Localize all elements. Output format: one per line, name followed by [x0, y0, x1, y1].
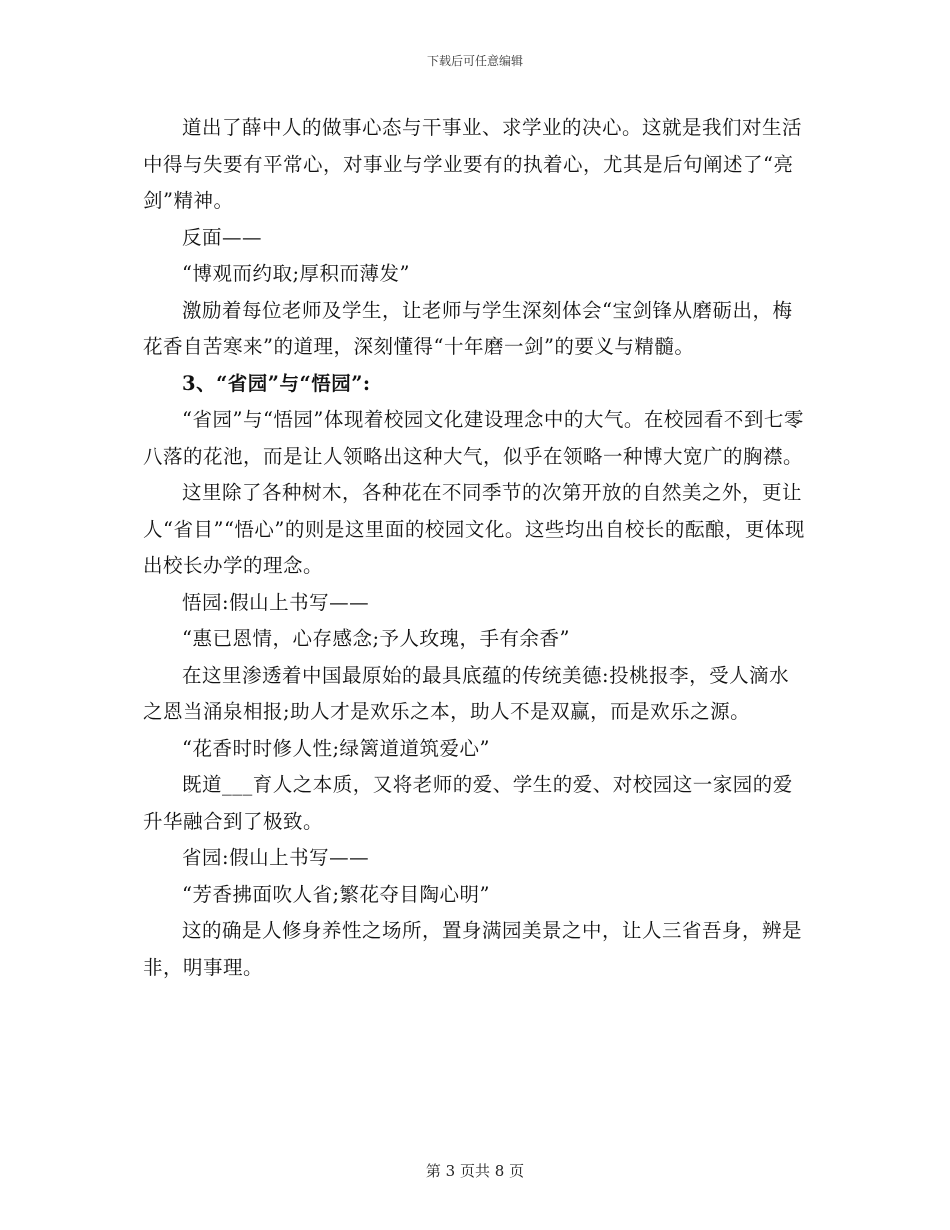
paragraph-7: 这里除了各种树木，各种花在不同季节的次第开放的自然美之外，更让人“省目”“悟心”的则是这里面的校园文化。这些均出自校长的酝酿，更体现出校长办学的理念。 [143, 481, 805, 577]
page-footer: 第 3 页共 8 页 [425, 1162, 525, 1180]
paragraph-6: “省园”与“悟园”体现着校园文化建设理念中的大气。在校园看不到七零八落的花池，而是让人领略出这种大气，似乎在领略一种博大宽广的胸襟。 [143, 408, 804, 468]
paragraph-9: “惠已恩情，心存感念;予人玫瑰，手有余香” [182, 627, 571, 650]
paragraph-10: 在这里渗透着中国最原始的最具底蕴的传统美德:投桃报李，受人滴水之恩当涌泉相报;助人才是欢乐之本，助人不是双赢，而是欢乐之源。 [143, 663, 790, 723]
paragraph-13: 省园:假山上书写—— [182, 846, 370, 869]
paragraph-14: “芳香拂面吹人省;繁花夺目陶心明” [182, 882, 491, 906]
paragraph-4: 激励着每位老师及学生，让老师与学生深刻体会“宝剑锋从磨砺出，梅花香自苦寒来”的道理，深刻懂得“十年磨一剑”的要义与精髓。 [143, 298, 793, 358]
paragraph-12: 既道___育人之本质，又将老师的爱、学生的爱、对校园这一家园的爱升华融合到了极致。 [143, 773, 793, 833]
document-body [143, 110, 808, 986]
paragraph-15: 这的确是人修身养性之场所，置身满园美景之中，让人三省吾身，辨是非，明事理。 [143, 919, 803, 979]
paragraph-2: 反面—— [182, 225, 263, 249]
paragraph-1: 道出了薛中人的做事心态与干事业、求学业的决心。这就是我们对生活中得与失要有平常心，对事业与学业要有的执着心，尤其是后句阐述了“亮剑”精神。 [143, 116, 803, 212]
section-heading: 3、“省园”与“悟园”: [182, 371, 371, 395]
paragraph-8: 悟园:假山上书写—— [182, 590, 370, 614]
paragraph-3: “博观而约取;厚积而薄发” [182, 262, 411, 285]
paragraph-11: “花香时时修人性;绿篱道道筑爱心” [182, 736, 491, 760]
page-header: 下载后可任意编辑 [426, 54, 523, 68]
